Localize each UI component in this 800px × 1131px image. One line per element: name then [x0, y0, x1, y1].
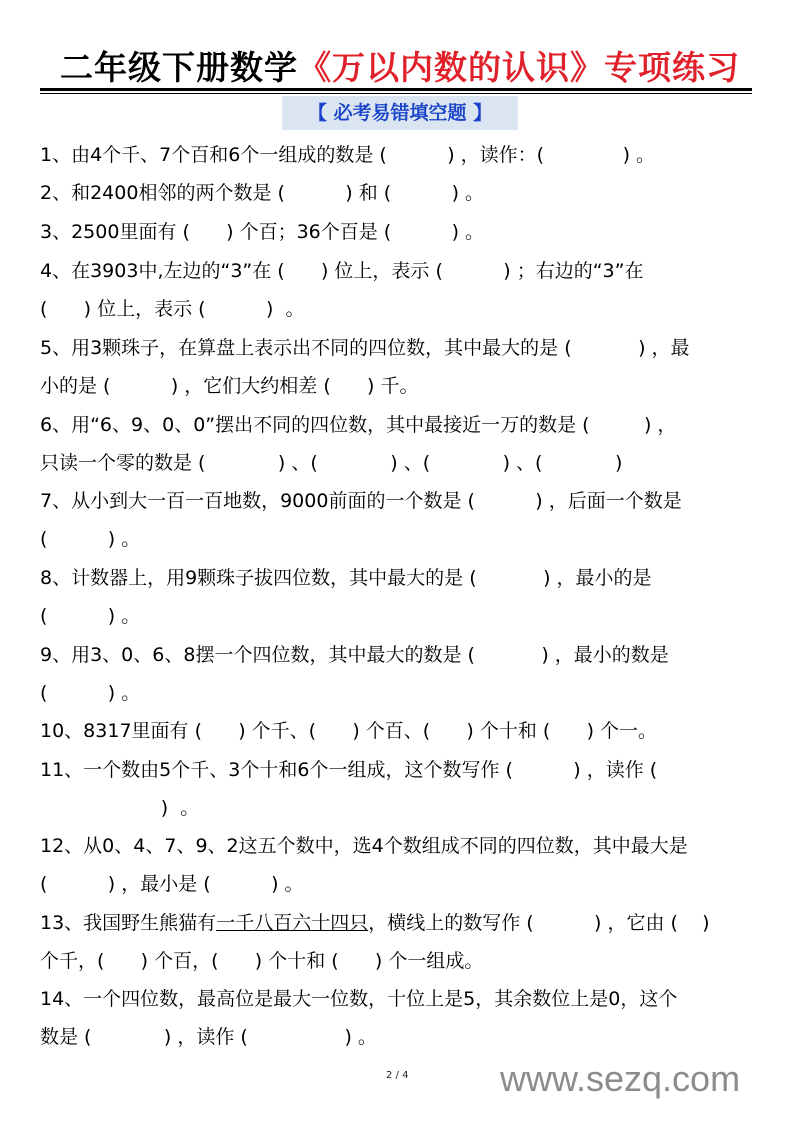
- page-number: 2 / 4: [386, 1070, 409, 1081]
- question-10-line: 10、8317里面有 ( ) 个千、( ) 个百、( ) 个十和 ( ) 个一。: [40, 720, 658, 742]
- question-7-line-2: ( ) 。: [40, 528, 141, 550]
- question-6-line-1: 6、用“6、9、0、0”摆出不同的四位数，其中最接近一万的数是 ( ) ，: [40, 414, 677, 436]
- question-1-line: 1、由4个千、7个百和6个一组成的数是 ( ) ，读作：( ) 。: [40, 144, 656, 166]
- question-2-line: 2、和2400相邻的两个数是 ( ) 和 ( ) 。: [40, 182, 485, 204]
- question-14-line-1: 14、一个四位数，最高位是最大一位数，十位上是5，其余数位上是0，这个: [40, 988, 678, 1010]
- page-title: [40, 42, 760, 89]
- question-11-line-2: ) 。: [40, 797, 200, 819]
- question-3-line: 3、2500里面有 ( ) 个百；36个百是 ( ) 。: [40, 221, 485, 243]
- question-12-line-2: ( ) ，最小是 ( ) 。: [40, 873, 304, 895]
- question-4-line-1: 4、在3903中,左边的“3”在 ( ) 位上，表示 ( ) ；右边的“3”在: [40, 260, 644, 282]
- question-8-line-1: 8、计数器上，用9颗珠子拔四位数，其中最大的是 ( ) ，最小的是: [40, 567, 652, 589]
- question-13-underlined-number: 一千八百六十四只: [216, 912, 369, 934]
- title-topic: 《万以内数的认识》专项练习: [298, 48, 740, 87]
- question-12-line-1: 12、从0、4、7、9、2这五个数中，选4个数组成不同的四位数，其中最大是: [40, 835, 688, 857]
- question-8-line-2: ( ) 。: [40, 605, 141, 627]
- question-13-rest: ，横线上的数写作 ( ) ，它由 ( ): [368, 912, 710, 934]
- question-6-line-2: 只读一个零的数是 ( ) 、( ) 、( ) 、( ): [40, 452, 623, 474]
- question-13-line-1: [40, 911, 710, 935]
- question-14-line-2: 数是 ( ) ，读作 ( ) 。: [40, 1026, 377, 1048]
- section-subtitle: 【 必考易错填空题 】: [282, 96, 518, 130]
- question-7-line-1: 7、从小到大一百一百地数，9000前面的一个数是 ( ) ，后面一个数是: [40, 490, 682, 512]
- question-5-line-2: 小的是 ( ) ，它们大约相差 ( ) 千。: [40, 375, 419, 397]
- question-11-line-1: 11、一个数由5个千、3个十和6个一组成，这个数写作 ( ) ，读作 (: [40, 759, 658, 781]
- question-5-line-1: 5、用3颗珠子，在算盘上表示出不同的四位数，其中最大的是 ( ) ，最: [40, 337, 690, 359]
- question-13-line-2: 个千，( ) 个百，( ) 个十和 ( ) 个一组成。: [40, 950, 484, 972]
- question-4-line-2: ( ) 位上，表示 ( ) 。: [40, 298, 305, 320]
- title-underline-thick: [40, 88, 752, 91]
- question-9-line-1: 9、用3、0、6、8摆一个四位数，其中最大的数是 ( ) ，最小的数是: [40, 644, 669, 666]
- title-grade: 二年级下册数学: [60, 48, 298, 87]
- site-watermark: www.sezq.com: [500, 1058, 741, 1099]
- title-underline-thin: [40, 93, 752, 94]
- question-9-line-2: ( ) 。: [40, 682, 141, 704]
- question-13-intro: 13、我国野生熊猫有: [40, 912, 217, 934]
